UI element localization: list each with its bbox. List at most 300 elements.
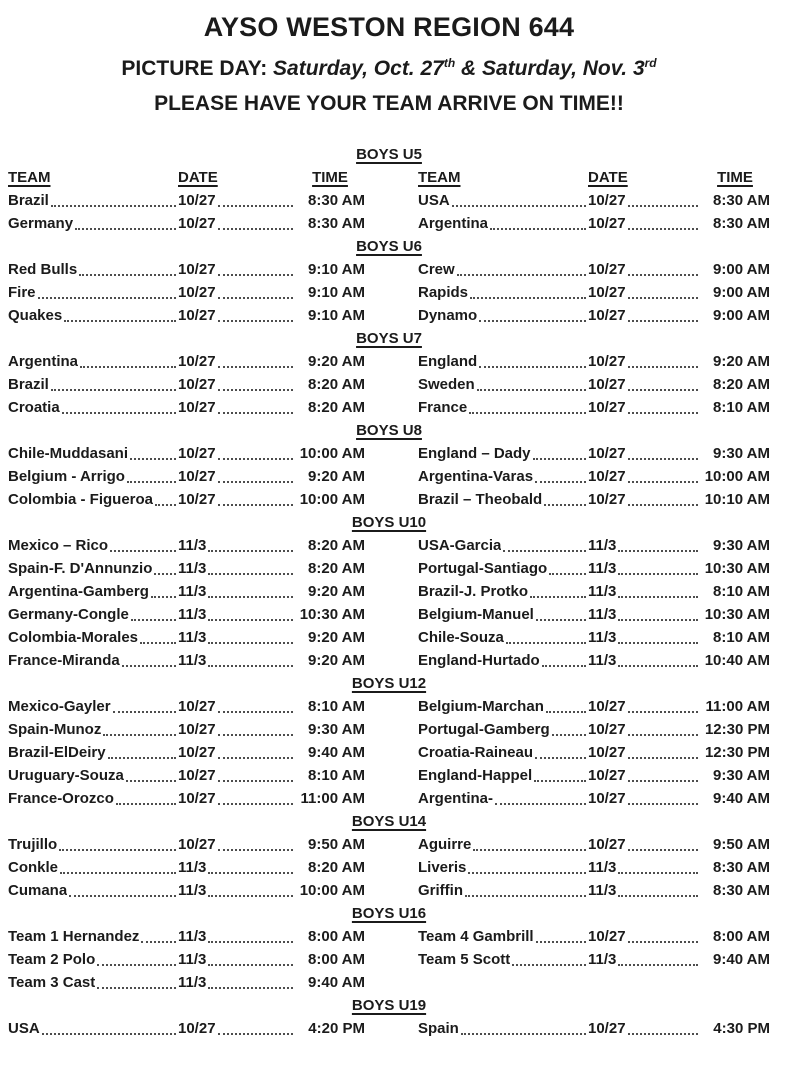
date-value: 10/27	[588, 928, 626, 945]
date-column-header: DATE	[178, 169, 218, 186]
table-row	[418, 442, 770, 465]
section-grid	[8, 925, 770, 994]
table-row	[418, 212, 770, 235]
table-row	[8, 350, 365, 373]
date-value: 10/27	[178, 307, 216, 324]
team-cell	[8, 626, 178, 649]
dotted-leader	[126, 780, 176, 782]
team-cell	[8, 879, 178, 902]
team-cell	[418, 465, 588, 488]
team-name: Crew	[418, 261, 455, 278]
date-value: 10/27	[178, 468, 216, 485]
header-spacer	[51, 166, 179, 189]
time-value: 9:20 AM	[308, 353, 365, 370]
picture-day-line	[8, 57, 770, 81]
schedule-column-left	[8, 1017, 365, 1040]
time-value: 8:20 AM	[308, 376, 365, 393]
team-name: England – Dady	[418, 445, 531, 462]
dotted-leader	[536, 941, 586, 943]
date-value: 10/27	[178, 744, 216, 761]
dotted-leader	[479, 320, 586, 322]
date-value: 11/3	[588, 537, 617, 554]
date-value: 10/27	[588, 261, 626, 278]
team-name: USA-Garcia	[418, 537, 502, 554]
date-value: 11/3	[178, 583, 207, 600]
dotted-leader	[208, 872, 293, 874]
time-value: 10:00 AM	[299, 445, 365, 462]
table-row	[8, 603, 365, 626]
dotted-leader	[155, 504, 176, 506]
team-name: Croatia	[8, 399, 60, 416]
table-row	[8, 764, 365, 787]
dotted-leader	[42, 1033, 176, 1035]
dotted-leader	[208, 987, 293, 989]
time-value: 9:20 AM	[308, 468, 365, 485]
time-value: 9:00 AM	[713, 261, 770, 278]
dotted-leader	[218, 757, 293, 759]
team-cell	[418, 304, 588, 327]
team-name: England-Happel	[418, 767, 533, 784]
date-value: 11/3	[588, 882, 617, 899]
team-cell	[418, 718, 588, 741]
team-cell	[8, 373, 178, 396]
schedule-column-right	[418, 695, 770, 810]
date-value: 11/3	[588, 583, 617, 600]
dotted-leader	[618, 964, 698, 966]
team-cell	[418, 856, 588, 879]
dotted-leader	[208, 941, 293, 943]
dotted-leader	[512, 964, 586, 966]
team-name: Dynamo	[418, 307, 478, 324]
table-row	[418, 396, 770, 419]
section-title: BOYS U6	[356, 238, 422, 255]
time-value: 8:30 AM	[713, 859, 770, 876]
section-title: BOYS U10	[351, 514, 427, 531]
team-cell	[8, 695, 178, 718]
team-name: Griffin	[418, 882, 463, 899]
schedule-column-right	[418, 534, 770, 672]
section-boys-u6	[8, 235, 770, 327]
dotted-leader	[131, 619, 176, 621]
team-cell	[418, 580, 588, 603]
dotted-leader	[218, 780, 293, 782]
team-name: Argentina-Varas	[418, 468, 534, 485]
dotted-leader	[628, 205, 698, 207]
date-value: 10/27	[178, 836, 216, 853]
table-row	[8, 281, 365, 304]
team-cell	[8, 764, 178, 787]
dotted-leader	[60, 872, 176, 874]
team-name: USA	[8, 1020, 40, 1037]
section-boys-u19	[8, 994, 770, 1040]
section-grid	[8, 350, 770, 419]
dotted-leader	[110, 550, 176, 552]
dotted-leader	[218, 504, 293, 506]
dotted-leader	[218, 803, 293, 805]
team-name: Red Bulls	[8, 261, 78, 278]
table-row	[418, 626, 770, 649]
time-value: 8:30 AM	[308, 192, 365, 209]
dotted-leader	[208, 895, 293, 897]
time-value: 9:10 AM	[308, 261, 365, 278]
table-row	[8, 971, 365, 994]
dotted-leader	[628, 734, 698, 736]
dotted-leader	[618, 573, 698, 575]
table-row	[418, 764, 770, 787]
team-name: Team 2 Polo	[8, 951, 96, 968]
table-row	[418, 948, 770, 971]
schedule-column-right	[418, 350, 770, 419]
dotted-leader	[542, 665, 586, 667]
table-row	[418, 557, 770, 580]
team-cell	[418, 925, 588, 948]
dotted-leader	[628, 297, 698, 299]
dotted-leader	[218, 389, 293, 391]
date-value: 10/27	[178, 376, 216, 393]
table-row	[418, 833, 770, 856]
time-value: 4:30 PM	[713, 1020, 770, 1037]
team-cell	[418, 741, 588, 764]
dotted-leader	[218, 320, 293, 322]
time-value: 10:10 AM	[704, 491, 770, 508]
team-name: Brazil-J. Protko	[418, 583, 529, 600]
team-header-cell	[8, 166, 178, 189]
time-value: 8:00 AM	[308, 951, 365, 968]
team-name: Belgium-Manuel	[418, 606, 534, 623]
team-name: USA	[418, 192, 450, 209]
table-row	[418, 488, 770, 511]
date-value: 11/3	[178, 606, 207, 623]
team-name: Uruguary-Souza	[8, 767, 124, 784]
table-row	[8, 580, 365, 603]
schedule-column-left	[8, 534, 365, 672]
time-value: 8:20 AM	[308, 399, 365, 416]
dotted-leader	[59, 849, 176, 851]
team-cell	[418, 948, 588, 971]
dotted-leader	[618, 550, 698, 552]
table-row	[8, 557, 365, 580]
team-name: Conkle	[8, 859, 59, 876]
dotted-leader	[628, 481, 698, 483]
date-value: 10/27	[178, 215, 216, 232]
schedule-column-right	[418, 925, 770, 994]
schedule-column-right	[418, 442, 770, 511]
team-name: Sweden	[418, 376, 475, 393]
team-cell	[418, 281, 588, 304]
dotted-leader	[628, 757, 698, 759]
date-value: 10/27	[588, 1020, 626, 1037]
dotted-leader	[618, 665, 698, 667]
table-row	[418, 580, 770, 603]
date-value: 10/27	[588, 767, 626, 784]
date-column-header: DATE	[588, 169, 628, 186]
team-cell	[8, 649, 178, 672]
dotted-leader	[473, 849, 586, 851]
time-value: 8:10 AM	[308, 698, 365, 715]
team-cell	[8, 580, 178, 603]
header-spacer	[628, 166, 700, 189]
time-value: 11:00 AM	[300, 790, 365, 807]
team-cell	[8, 925, 178, 948]
team-cell	[8, 442, 178, 465]
team-cell	[8, 465, 178, 488]
team-cell	[418, 649, 588, 672]
section-boys-u14	[8, 810, 770, 902]
time-value: 9:00 AM	[713, 307, 770, 324]
team-column-header: TEAM	[418, 169, 461, 186]
time-value: 9:30 AM	[308, 721, 365, 738]
time-value: 12:30 PM	[704, 744, 770, 761]
dotted-leader	[208, 596, 293, 598]
dotted-leader	[470, 297, 586, 299]
dotted-leader	[141, 941, 176, 943]
dotted-leader	[108, 757, 176, 759]
date-value: 10/27	[588, 491, 626, 508]
team-cell	[418, 787, 588, 810]
team-name: Team 1 Hernandez	[8, 928, 140, 945]
time-value: 10:00 AM	[704, 468, 770, 485]
dotted-leader	[535, 757, 586, 759]
schedule-column-right	[418, 1017, 770, 1040]
team-cell	[8, 281, 178, 304]
dotted-leader	[103, 734, 176, 736]
date-value: 11/3	[178, 882, 207, 899]
section-grid	[8, 833, 770, 902]
team-name: Brazil	[8, 376, 49, 393]
time-value: 8:10 AM	[713, 583, 770, 600]
time-value: 11:00 AM	[705, 698, 770, 715]
team-cell	[8, 971, 178, 994]
section-grid	[8, 442, 770, 511]
team-cell	[8, 212, 178, 235]
date-value: 10/27	[178, 790, 216, 807]
team-name: Spain	[418, 1020, 459, 1037]
table-row	[418, 258, 770, 281]
date-value: 11/3	[178, 652, 207, 669]
team-cell	[418, 626, 588, 649]
team-name: Spain-Munoz	[8, 721, 102, 738]
dotted-leader	[533, 458, 586, 460]
dotted-leader	[465, 895, 586, 897]
time-value: 8:10 AM	[713, 629, 770, 646]
dotted-leader	[64, 320, 176, 322]
team-cell	[8, 534, 178, 557]
dotted-leader	[140, 642, 176, 644]
team-cell	[418, 695, 588, 718]
table-row	[8, 787, 365, 810]
dotted-leader	[218, 366, 293, 368]
table-row	[418, 1017, 770, 1040]
team-name: Mexico-Gayler	[8, 698, 111, 715]
header-spacer	[218, 166, 295, 189]
date-value: 10/27	[588, 744, 626, 761]
dotted-leader	[218, 228, 293, 230]
team-name: England	[418, 353, 478, 370]
team-name: Trujillo	[8, 836, 58, 853]
dotted-leader	[218, 1033, 293, 1035]
dotted-leader	[79, 274, 176, 276]
team-name: Portugal-Santiago	[418, 560, 548, 577]
time-value: 9:30 AM	[713, 537, 770, 554]
date-value: 11/3	[178, 859, 207, 876]
time-value: 8:00 AM	[713, 928, 770, 945]
team-cell	[8, 557, 178, 580]
team-name: France-Orozco	[8, 790, 114, 807]
team-name: Germany	[8, 215, 74, 232]
dotted-leader	[618, 872, 698, 874]
dotted-leader	[218, 849, 293, 851]
team-name: England-Hurtado	[418, 652, 540, 669]
table-row	[418, 695, 770, 718]
dotted-leader	[97, 987, 176, 989]
dotted-leader	[506, 642, 586, 644]
dotted-leader	[208, 964, 293, 966]
dotted-leader	[628, 274, 698, 276]
table-row	[418, 189, 770, 212]
table-row	[418, 787, 770, 810]
time-value: 8:10 AM	[713, 399, 770, 416]
team-cell	[8, 350, 178, 373]
team-cell	[8, 189, 178, 212]
section-title: BOYS U12	[351, 675, 427, 692]
dotted-leader	[628, 228, 698, 230]
header-spacer	[461, 166, 589, 189]
team-name: Chile-Muddasani	[8, 445, 129, 462]
section-title: BOYS U16	[351, 905, 427, 922]
schedule-column-left	[8, 258, 365, 327]
table-row	[8, 695, 365, 718]
dotted-leader	[51, 389, 176, 391]
dotted-leader	[218, 458, 293, 460]
time-value: 10:40 AM	[704, 652, 770, 669]
table-row	[418, 304, 770, 327]
time-value: 9:40 AM	[713, 790, 770, 807]
team-name: Team 4 Gambrill	[418, 928, 534, 945]
team-name: Spain-F. D'Annunzio	[8, 560, 153, 577]
time-value: 8:30 AM	[713, 215, 770, 232]
date-value: 11/3	[178, 537, 207, 554]
dotted-leader	[503, 550, 586, 552]
team-name: Quakes	[8, 307, 63, 324]
time-value: 10:30 AM	[704, 560, 770, 577]
team-name: Brazil – Theobald	[418, 491, 543, 508]
dotted-leader	[535, 481, 586, 483]
table-row	[8, 948, 365, 971]
date-value: 10/27	[588, 468, 626, 485]
team-cell	[418, 396, 588, 419]
section-boys-u7	[8, 327, 770, 419]
time-value: 9:20 AM	[308, 583, 365, 600]
table-row	[418, 718, 770, 741]
time-value: 10:30 AM	[299, 606, 365, 623]
dotted-leader	[218, 481, 293, 483]
team-cell	[418, 603, 588, 626]
schedule-column-left	[8, 442, 365, 511]
date-value: 10/27	[178, 445, 216, 462]
dotted-leader	[218, 274, 293, 276]
dotted-leader	[51, 205, 176, 207]
arrive-on-time-line: PLEASE HAVE YOUR TEAM ARRIVE ON TIME!!	[154, 92, 624, 115]
dotted-leader	[546, 711, 586, 713]
team-name: France-Miranda	[8, 652, 120, 669]
dotted-leader	[208, 573, 293, 575]
table-row	[418, 925, 770, 948]
date-value: 10/27	[588, 445, 626, 462]
date-value: 11/3	[178, 974, 207, 991]
team-name: Team 5 Scott	[418, 951, 511, 968]
dotted-leader	[80, 366, 176, 368]
dotted-leader	[218, 297, 293, 299]
team-cell	[418, 557, 588, 580]
date-value: 11/3	[588, 560, 617, 577]
time-value: 8:10 AM	[308, 767, 365, 784]
table-row	[8, 488, 365, 511]
team-cell	[418, 373, 588, 396]
section-boys-u10	[8, 511, 770, 672]
dotted-leader	[461, 1033, 586, 1035]
time-value: 9:30 AM	[713, 445, 770, 462]
dotted-leader	[534, 780, 586, 782]
date-value: 10/27	[178, 192, 216, 209]
dotted-leader	[628, 504, 698, 506]
team-name: Belgium - Arrigo	[8, 468, 125, 485]
date-value: 11/3	[588, 652, 617, 669]
column-header-row	[8, 166, 365, 189]
time-value: 4:20 PM	[308, 1020, 365, 1037]
table-row	[418, 649, 770, 672]
date-value: 11/3	[178, 951, 207, 968]
dotted-leader	[618, 596, 698, 598]
dotted-leader	[127, 481, 176, 483]
dotted-leader	[530, 596, 586, 598]
team-header-cell	[418, 166, 588, 189]
table-row	[8, 442, 365, 465]
team-name: Cumana	[8, 882, 68, 899]
date-value: 10/27	[178, 261, 216, 278]
schedule-column-left	[8, 350, 365, 419]
date-value: 11/3	[588, 606, 617, 623]
dotted-leader	[490, 228, 586, 230]
time-value: 8:30 AM	[713, 882, 770, 899]
section-grid	[8, 166, 770, 235]
date-value: 11/3	[588, 951, 617, 968]
section-title: BOYS U14	[351, 813, 427, 830]
date-value: 11/3	[178, 629, 207, 646]
schedule-column-left	[8, 166, 365, 235]
dotted-leader	[97, 964, 176, 966]
date-value: 10/27	[588, 376, 626, 393]
dotted-leader	[628, 803, 698, 805]
team-cell	[8, 718, 178, 741]
table-row	[418, 856, 770, 879]
date-value: 10/27	[588, 790, 626, 807]
date-value: 10/27	[588, 836, 626, 853]
team-cell	[418, 534, 588, 557]
time-value: 9:40 AM	[308, 744, 365, 761]
date-value: 10/27	[588, 284, 626, 301]
schedule-column-left	[8, 695, 365, 810]
team-name: Mexico – Rico	[8, 537, 109, 554]
time-value: 9:00 AM	[713, 284, 770, 301]
table-row	[8, 925, 365, 948]
time-value: 9:40 AM	[713, 951, 770, 968]
team-name: Brazil	[8, 192, 49, 209]
picture-day-dates: Saturday, Oct. 27th & Saturday, Nov. 3rd	[273, 56, 657, 80]
schedule-column-right	[418, 166, 770, 235]
team-cell	[418, 212, 588, 235]
dotted-leader	[628, 780, 698, 782]
team-name: Argentina-Gamberg	[8, 583, 149, 600]
